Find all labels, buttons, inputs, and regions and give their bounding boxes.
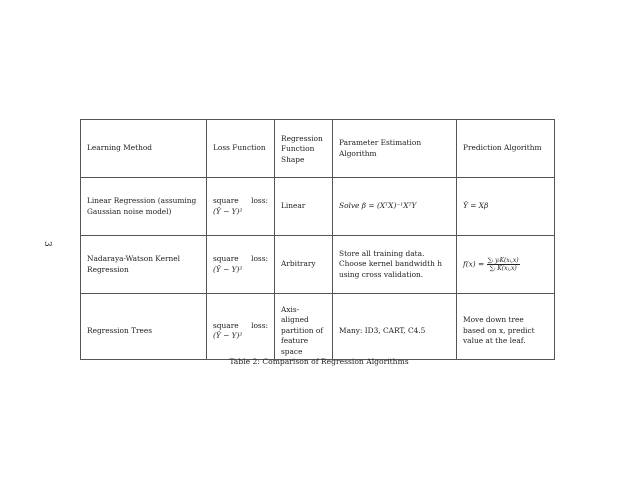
header-regression-function-shape: Regression Function Shape: [275, 120, 333, 178]
estimation-cell: Solve β = (XᵀX)⁻¹XᵀY: [333, 178, 457, 236]
loss-formula: (Ŷ − Y)²: [213, 206, 243, 216]
table-caption: Table 2: Comparison of Regression Algorithms: [229, 357, 409, 366]
method-cell: Linear Regression (assuming Gaussian noise model): [81, 178, 207, 236]
table-row: [81, 178, 555, 236]
regression-comparison-table: [80, 119, 555, 360]
page-number: 3: [42, 241, 52, 247]
loss-cell: [207, 236, 275, 294]
header-parameter-estimation: Parameter Estimation Algorithm: [333, 120, 457, 178]
loss-cell: [207, 294, 275, 360]
header-learning-method: Learning Method: [81, 120, 207, 178]
method-cell: Regression Trees: [81, 294, 207, 360]
shape-cell: Linear: [275, 178, 333, 236]
shape-cell: Axis-aligned partition of feature space: [275, 294, 333, 360]
table-header-row: [81, 120, 555, 178]
estimation-cell: Store all training data. Choose kernel bandwidth h using cross validation.: [333, 236, 457, 294]
loss-text: square loss:: [213, 320, 268, 330]
prediction-cell: [457, 236, 555, 294]
header-loss-function: Loss Function: [207, 120, 275, 178]
loss-cell: [207, 178, 275, 236]
prediction-fraction: [487, 257, 520, 272]
table-row: [81, 236, 555, 294]
shape-cell: Arbitrary: [275, 236, 333, 294]
prediction-numerator: ∑ᵢ yᵢK(xᵢ,x): [487, 257, 519, 264]
loss-text: square loss:: [213, 196, 268, 205]
header-prediction-algorithm: Prediction Algorithm: [457, 120, 555, 178]
table-row: [81, 294, 555, 360]
loss-formula: (Ŷ − Y)²: [213, 331, 243, 340]
prediction-cell: Move down tree based on x, predict value at the leaf.: [457, 294, 555, 360]
estimation-cell: Many: ID3, CART, C4.5: [333, 294, 457, 360]
prediction-lhs: f(x) =: [463, 259, 485, 269]
method-cell: Nadaraya-Watson Kernel Regression: [81, 236, 207, 294]
prediction-cell: Ŷ = Xβ: [457, 178, 555, 236]
loss-text: square loss:: [213, 254, 268, 263]
prediction-denominator: ∑ⱼ K(xⱼ,x): [489, 265, 517, 272]
loss-formula: (Ŷ − Y)²: [213, 264, 243, 274]
